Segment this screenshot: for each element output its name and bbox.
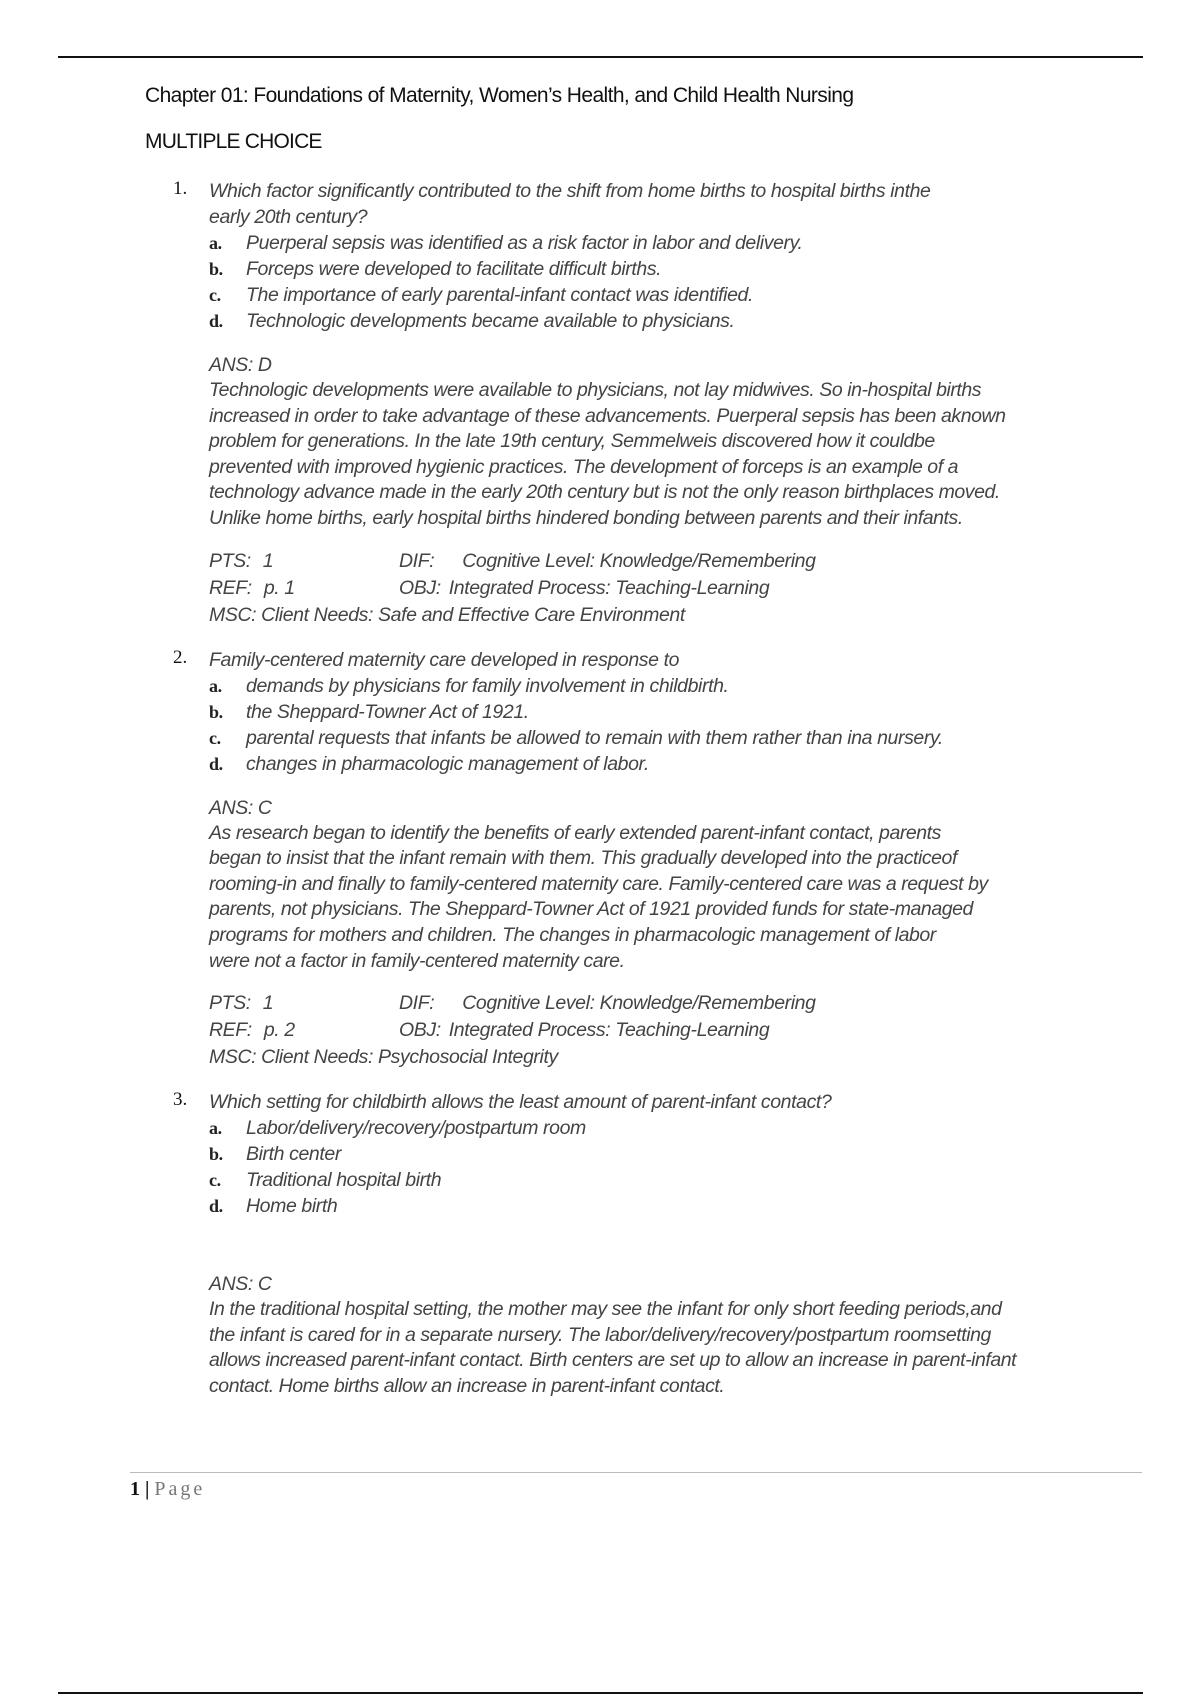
option-c	[209, 1167, 1119, 1193]
rationale-line: Unlike home births, early hospital births hindered bonding between parents and their infants.	[209, 506, 963, 529]
rationale	[209, 821, 1119, 975]
meta-row	[209, 1017, 1119, 1044]
option-d	[209, 751, 1119, 777]
rationale	[209, 378, 1119, 532]
rationale-line: In the traditional hospital setting, the mother may see the infant for only short feeding periods,and	[209, 1298, 1002, 1321]
dif-value: Cognitive Level: Knowledge/Remembering	[462, 549, 816, 572]
question-number: 2.	[173, 646, 188, 668]
top-rule	[58, 56, 1143, 58]
question-number: 1.	[173, 178, 188, 199]
answer-key: ANS: C	[209, 796, 272, 819]
question-stem	[209, 647, 1119, 673]
option-letter: b.	[209, 1144, 223, 1165]
question-number: 3.	[173, 1089, 188, 1111]
rationale-line: were not a factor in family-centered maternity care.	[209, 949, 625, 972]
msc-line: MSC: Client Needs: Safe and Effective Care Environment	[209, 603, 685, 626]
option-text: Forceps were developed to facilitate difficult births.	[246, 258, 662, 280]
option-letter: d.	[209, 1196, 223, 1217]
pts-value: 1	[262, 992, 274, 1015]
question-1	[173, 178, 1119, 629]
stem-line: Which factor significantly contributed to the shift from home births to hospital births inthe	[209, 180, 931, 202]
rationale-line: began to insist that the infant remain with them. This gradually developed into the practiceof	[209, 847, 957, 870]
option-a	[209, 1115, 1119, 1141]
option-b	[209, 256, 1119, 282]
option-text: parental requests that infants be allowed to remain with them rather than ina nursery.	[246, 726, 943, 749]
question-stem	[209, 1089, 1119, 1115]
option-d	[209, 308, 1119, 334]
page-number: 1	[130, 1478, 140, 1500]
footer-rule	[130, 1472, 1142, 1473]
section-heading: MULTIPLE CHOICE	[145, 130, 322, 153]
option-letter: b.	[209, 701, 223, 722]
option-letter: c.	[209, 1170, 221, 1191]
option-d	[209, 1193, 1119, 1219]
rationale-line: Technologic developments were available to physicians, not lay midwives. So in-hospital births	[209, 379, 982, 401]
option-letter: c.	[209, 285, 221, 305]
pts-label: PTS:	[209, 992, 251, 1015]
ref-label: REF:	[209, 576, 252, 599]
page-content	[145, 84, 1125, 1400]
option-text: the Sheppard-Towner Act of 1921.	[246, 700, 529, 723]
option-text: demands by physicians for family involvement in childbirth.	[246, 674, 729, 697]
option-letter: a.	[209, 675, 222, 696]
rationale-line: programs for mothers and children. The changes in pharmacologic management of labor	[209, 923, 936, 946]
question-2	[173, 646, 1119, 1072]
meta-row	[209, 548, 1119, 575]
obj-value: Integrated Process: Teaching-Learning	[448, 1019, 770, 1042]
option-b	[209, 1141, 1119, 1167]
ref-label: REF:	[209, 1019, 252, 1042]
stem-line: Which setting for childbirth allows the least amount of parent-infant contact?	[209, 1091, 832, 1114]
option-letter: d.	[209, 753, 223, 774]
option-letter: b.	[209, 259, 223, 279]
rationale-line: problem for generations. In the late 19th century, Semmelweis discovered how it couldbe	[209, 430, 935, 453]
ref-value: p. 2	[263, 1019, 295, 1042]
dif-label: DIF:	[399, 992, 435, 1015]
rationale-line: technology advance made in the early 20th century but is not the only reason birthplaces moved.	[209, 481, 1000, 504]
answer-key: ANS: C	[209, 1273, 272, 1296]
rationale-line: the infant is cared for in a separate nursery. The labor/delivery/recovery/postpartum roomsetting	[209, 1323, 991, 1346]
option-text: Labor/delivery/recovery/postpartum room	[246, 1117, 586, 1140]
meta-row	[209, 990, 1119, 1017]
rationale-line: prevented with improved hygienic practices. The development of forceps is an example of a	[209, 455, 959, 478]
option-text: Home birth	[246, 1195, 338, 1218]
option-b	[209, 699, 1119, 725]
option-text: Birth center	[246, 1143, 341, 1166]
rationale-line: rooming-in and finally to family-centered maternity care. Family-centered care was a request by	[209, 872, 988, 895]
option-letter: c.	[209, 727, 221, 748]
page-label: Page	[154, 1478, 206, 1500]
rationale-line: As research began to identify the benefits of early extended parent-infant contact, parents	[209, 821, 941, 844]
rationale-line: allows increased parent-infant contact. Birth centers are set up to allow an increase in parent-infant	[209, 1349, 1017, 1372]
rationale	[209, 1297, 1119, 1399]
option-c	[209, 725, 946, 751]
option-text: Technologic developments became available to physicians.	[246, 310, 735, 332]
obj-label: OBJ:	[399, 576, 441, 599]
pts-value: 1	[262, 549, 274, 572]
question-metadata	[209, 990, 1119, 1071]
option-a	[209, 230, 1119, 256]
page-footer	[130, 1478, 205, 1501]
chapter-title: Chapter 01: Foundations of Maternity, Women’s Health, and Child Health Nursing	[145, 84, 854, 107]
answer-key: ANS: D	[209, 354, 272, 376]
stem-line: Family-centered maternity care developed in response to	[209, 648, 680, 671]
question-3	[173, 1089, 1119, 1399]
rationale-line: parents, not physicians. The Sheppard-Towner Act of 1921 provided funds for state-managed	[209, 898, 973, 921]
option-text: Traditional hospital birth	[246, 1169, 442, 1192]
dif-value: Cognitive Level: Knowledge/Remembering	[462, 992, 816, 1015]
question-metadata	[209, 548, 1119, 629]
option-text: Puerperal sepsis was identified as a risk factor in labor and delivery.	[246, 232, 803, 254]
option-a	[209, 673, 1119, 699]
option-letter: d.	[209, 311, 223, 331]
option-text: The importance of early parental-infant contact was identified.	[246, 284, 754, 306]
bottom-rule	[58, 1692, 1143, 1694]
option-letter: a.	[209, 1118, 222, 1139]
option-c	[209, 282, 1119, 308]
ref-value: p. 1	[263, 576, 295, 599]
option-text: changes in pharmacologic management of labor.	[246, 752, 649, 775]
option-letter: a.	[209, 233, 222, 253]
dif-label: DIF:	[399, 549, 435, 572]
page-separator: |	[145, 1478, 150, 1500]
obj-label: OBJ:	[399, 1019, 441, 1042]
meta-row	[209, 575, 1119, 602]
stem-line: early 20th century?	[209, 206, 368, 228]
msc-line: MSC: Client Needs: Psychosocial Integrity	[209, 1046, 558, 1069]
question-stem	[209, 178, 1119, 230]
rationale-line: increased in order to take advantage of these advancements. Puerperal sepsis has been aknown	[209, 404, 1006, 427]
obj-value: Integrated Process: Teaching-Learning	[448, 576, 770, 599]
pts-label: PTS:	[209, 549, 251, 572]
rationale-line: contact. Home births allow an increase in parent-infant contact.	[209, 1374, 725, 1397]
